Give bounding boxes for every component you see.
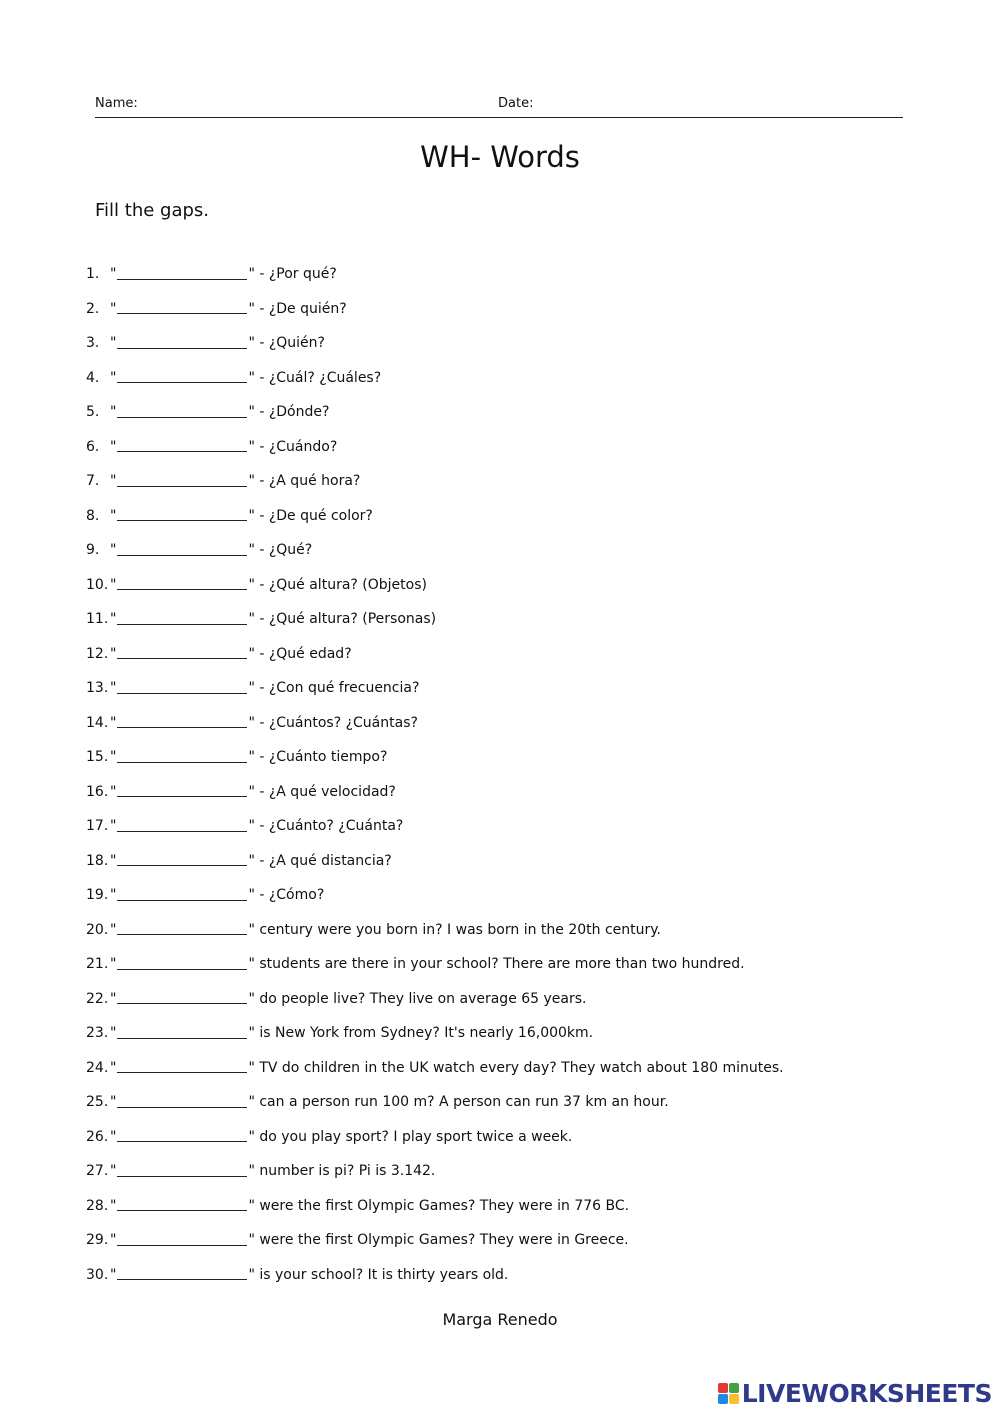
question-number: 11. bbox=[86, 611, 109, 628]
answer-gap-input[interactable] bbox=[117, 575, 247, 590]
question-text: " - ¿Quién? bbox=[248, 335, 325, 352]
question-number: 16. bbox=[86, 783, 109, 800]
answer-gap-input[interactable] bbox=[117, 748, 247, 763]
open-quote: " bbox=[110, 645, 117, 662]
answer-gap-input[interactable] bbox=[117, 920, 247, 935]
question-number: 3. bbox=[86, 335, 100, 352]
question-number: 14. bbox=[86, 714, 109, 731]
answer-gap-input[interactable] bbox=[117, 541, 247, 556]
question-number: 24. bbox=[86, 1059, 109, 1076]
question-row bbox=[86, 1051, 946, 1086]
question-text: " do people live? They live on average 65 years. bbox=[248, 990, 587, 1007]
liveworksheets-logo[interactable] bbox=[718, 1379, 992, 1408]
question-text: " - ¿Cuántos? ¿Cuántas? bbox=[248, 714, 418, 731]
question-row bbox=[86, 533, 946, 568]
question-number: 21. bbox=[86, 956, 109, 973]
question-number: 2. bbox=[86, 300, 100, 317]
logo-tile bbox=[729, 1383, 739, 1393]
answer-gap-input[interactable] bbox=[117, 1265, 247, 1280]
question-text: " - ¿A qué velocidad? bbox=[248, 783, 396, 800]
question-row bbox=[86, 430, 946, 465]
open-quote: " bbox=[110, 473, 117, 490]
answer-gap-input[interactable] bbox=[117, 851, 247, 866]
open-quote: " bbox=[110, 749, 117, 766]
question-row bbox=[86, 1085, 946, 1120]
answer-gap-input[interactable] bbox=[117, 955, 247, 970]
question-row bbox=[86, 361, 946, 396]
question-number: 28. bbox=[86, 1197, 109, 1214]
author-name: Marga Renedo bbox=[442, 1310, 558, 1329]
open-quote: " bbox=[110, 335, 117, 352]
name-label: Name: bbox=[95, 96, 138, 111]
open-quote: " bbox=[110, 369, 117, 386]
open-quote: " bbox=[110, 783, 117, 800]
logo-tile bbox=[718, 1383, 728, 1393]
answer-gap-input[interactable] bbox=[117, 989, 247, 1004]
question-text: " - ¿Cuánto tiempo? bbox=[248, 749, 388, 766]
question-number: 5. bbox=[86, 404, 100, 421]
question-number: 18. bbox=[86, 852, 109, 869]
question-number: 4. bbox=[86, 369, 100, 386]
open-quote: " bbox=[110, 1094, 117, 1111]
open-quote: " bbox=[110, 1197, 117, 1214]
question-row bbox=[86, 671, 946, 706]
answer-gap-input[interactable] bbox=[117, 403, 247, 418]
open-quote: " bbox=[110, 438, 117, 455]
question-row bbox=[86, 809, 946, 844]
open-quote: " bbox=[110, 1059, 117, 1076]
open-quote: " bbox=[110, 714, 117, 731]
question-text: " - ¿Cuándo? bbox=[248, 438, 338, 455]
question-row bbox=[86, 1016, 946, 1051]
open-quote: " bbox=[110, 266, 117, 283]
question-text: " is New York from Sydney? It's nearly 16,000km. bbox=[248, 1025, 594, 1042]
question-text: " do you play sport? I play sport twice a week. bbox=[248, 1128, 573, 1145]
answer-gap-input[interactable] bbox=[117, 782, 247, 797]
answer-gap-input[interactable] bbox=[117, 334, 247, 349]
question-text: " is your school? It is thirty years old. bbox=[248, 1266, 509, 1283]
question-number: 20. bbox=[86, 921, 109, 938]
question-number: 23. bbox=[86, 1025, 109, 1042]
question-number: 10. bbox=[86, 576, 109, 593]
question-row bbox=[86, 1258, 946, 1293]
question-text: " - ¿Cuánto? ¿Cuánta? bbox=[248, 818, 404, 835]
answer-gap-input[interactable] bbox=[117, 679, 247, 694]
question-row bbox=[86, 844, 946, 879]
question-number: 30. bbox=[86, 1266, 109, 1283]
answer-gap-input[interactable] bbox=[117, 437, 247, 452]
question-number: 6. bbox=[86, 438, 100, 455]
answer-gap-input[interactable] bbox=[117, 299, 247, 314]
question-row bbox=[86, 878, 946, 913]
answer-gap-input[interactable] bbox=[117, 817, 247, 832]
question-row bbox=[86, 1223, 946, 1258]
question-row bbox=[86, 1189, 946, 1224]
question-row bbox=[86, 1154, 946, 1189]
open-quote: " bbox=[110, 680, 117, 697]
question-number: 8. bbox=[86, 507, 100, 524]
question-number: 22. bbox=[86, 990, 109, 1007]
question-row bbox=[86, 257, 946, 292]
answer-gap-input[interactable] bbox=[117, 1162, 247, 1177]
instructions: Fill the gaps. bbox=[95, 200, 210, 221]
open-quote: " bbox=[110, 1025, 117, 1042]
open-quote: " bbox=[110, 990, 117, 1007]
question-text: " can a person run 100 m? A person can run 37 km an hour. bbox=[248, 1094, 669, 1111]
logo-icon bbox=[718, 1383, 740, 1405]
question-text: " - ¿Dónde? bbox=[248, 404, 330, 421]
logo-tile bbox=[729, 1394, 739, 1404]
open-quote: " bbox=[110, 1163, 117, 1180]
question-row bbox=[86, 602, 946, 637]
answer-gap-input[interactable] bbox=[117, 1024, 247, 1039]
name-date-header bbox=[95, 96, 903, 118]
question-row bbox=[86, 568, 946, 603]
question-text: " - ¿Qué altura? (Personas) bbox=[248, 611, 437, 628]
answer-gap-input[interactable] bbox=[117, 713, 247, 728]
answer-gap-input[interactable] bbox=[117, 472, 247, 487]
question-row bbox=[86, 499, 946, 534]
open-quote: " bbox=[110, 1232, 117, 1249]
question-number: 27. bbox=[86, 1163, 109, 1180]
question-text: " were the first Olympic Games? They were in Greece. bbox=[248, 1232, 629, 1249]
logo-tile bbox=[718, 1394, 728, 1404]
question-number: 19. bbox=[86, 887, 109, 904]
open-quote: " bbox=[110, 576, 117, 593]
open-quote: " bbox=[110, 956, 117, 973]
question-text: " - ¿Cuál? ¿Cuáles? bbox=[248, 369, 382, 386]
question-row bbox=[86, 326, 946, 361]
answer-gap-input[interactable] bbox=[117, 1231, 247, 1246]
open-quote: " bbox=[110, 887, 117, 904]
question-number: 29. bbox=[86, 1232, 109, 1249]
question-text: " number is pi? Pi is 3.142. bbox=[248, 1163, 436, 1180]
question-text: " - ¿Qué edad? bbox=[248, 645, 352, 662]
answer-gap-input[interactable] bbox=[117, 368, 247, 383]
question-row bbox=[86, 1120, 946, 1155]
open-quote: " bbox=[110, 611, 117, 628]
question-number: 12. bbox=[86, 645, 109, 662]
question-row bbox=[86, 464, 946, 499]
answer-gap-input[interactable] bbox=[117, 610, 247, 625]
question-number: 13. bbox=[86, 680, 109, 697]
answer-gap-input[interactable] bbox=[117, 1196, 247, 1211]
open-quote: " bbox=[110, 300, 117, 317]
answer-gap-input[interactable] bbox=[117, 506, 247, 521]
question-text: " - ¿Con qué frecuencia? bbox=[248, 680, 420, 697]
question-number: 7. bbox=[86, 473, 100, 490]
question-row bbox=[86, 637, 946, 672]
question-text: " - ¿De quién? bbox=[248, 300, 347, 317]
question-text: " - ¿A qué hora? bbox=[248, 473, 361, 490]
question-row bbox=[86, 292, 946, 327]
open-quote: " bbox=[110, 507, 117, 524]
question-number: 17. bbox=[86, 818, 109, 835]
question-number: 9. bbox=[86, 542, 100, 559]
question-text: " students are there in your school? There are more than two hundred. bbox=[248, 956, 745, 973]
question-text: " century were you born in? I was born in the 20th century. bbox=[248, 921, 662, 938]
open-quote: " bbox=[110, 1128, 117, 1145]
question-row bbox=[86, 947, 946, 982]
question-list bbox=[86, 257, 946, 1292]
answer-gap-input[interactable] bbox=[117, 644, 247, 659]
open-quote: " bbox=[110, 542, 117, 559]
question-row bbox=[86, 740, 946, 775]
date-label: Date: bbox=[498, 96, 534, 111]
question-number: 15. bbox=[86, 749, 109, 766]
open-quote: " bbox=[110, 852, 117, 869]
question-text: " - ¿A qué distancia? bbox=[248, 852, 392, 869]
logo-text: LIVEWORKSHEETS bbox=[741, 1379, 992, 1408]
answer-gap-input[interactable] bbox=[117, 1093, 247, 1108]
question-text: " were the first Olympic Games? They were in 776 BC. bbox=[248, 1197, 630, 1214]
question-row bbox=[86, 913, 946, 948]
question-text: " TV do children in the UK watch every day? They watch about 180 minutes. bbox=[248, 1059, 784, 1076]
answer-gap-input[interactable] bbox=[117, 886, 247, 901]
worksheet-title: WH- Words bbox=[420, 140, 580, 174]
open-quote: " bbox=[110, 404, 117, 421]
question-text: " - ¿De qué color? bbox=[248, 507, 373, 524]
question-number: 1. bbox=[86, 266, 100, 283]
question-row bbox=[86, 395, 946, 430]
question-text: " - ¿Qué altura? (Objetos) bbox=[248, 576, 427, 593]
question-row bbox=[86, 982, 946, 1017]
question-text: " - ¿Por qué? bbox=[248, 266, 337, 283]
question-text: " - ¿Qué? bbox=[248, 542, 313, 559]
open-quote: " bbox=[110, 921, 117, 938]
answer-gap-input[interactable] bbox=[117, 1058, 247, 1073]
question-row bbox=[86, 775, 946, 810]
open-quote: " bbox=[110, 818, 117, 835]
answer-gap-input[interactable] bbox=[117, 265, 247, 280]
question-number: 25. bbox=[86, 1094, 109, 1111]
question-row bbox=[86, 706, 946, 741]
question-text: " - ¿Cómo? bbox=[248, 887, 325, 904]
open-quote: " bbox=[110, 1266, 117, 1283]
question-number: 26. bbox=[86, 1128, 109, 1145]
answer-gap-input[interactable] bbox=[117, 1127, 247, 1142]
